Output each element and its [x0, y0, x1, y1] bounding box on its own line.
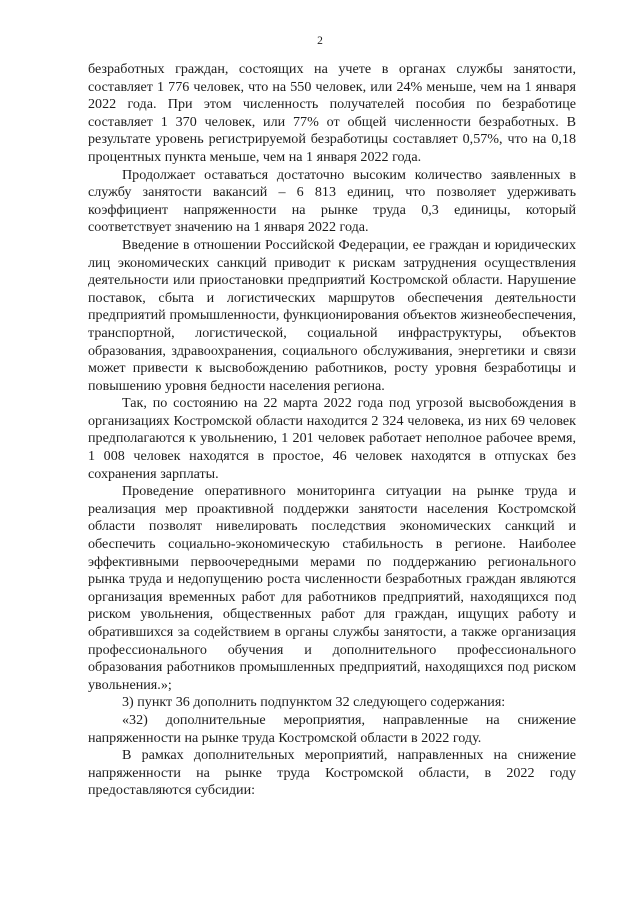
paragraph-release-threat: Так, по состоянию на 22 марта 2022 года под угрозой высвобождения в организациях Костромской области находится 2 324 человека, из них 69 человек предполагаются к увольнению, 1 201 человек работает неполное рабочее время, 1 008 человек находятся в простое, 46 человек находятся в отпусках без сохранения зарплаты. [88, 395, 576, 482]
paragraph-sanctions: Введение в отношении Российской Федерации, ее граждан и юридических лиц экономических санкций приводит к рискам затруднения осуществления деятельности или приостановки предприятий Костромской области. Нарушение поставок, сбыта и логистических маршрутов обеспечения деятельности предприятий промышленности, функционирования объектов жизнеобеспечения, транспортной, логистической, социальной инфраструктуры, объектов образования, здравоохранения, социального обслуживания, энергетики и связи может привести к высвобождению работников, росту уровня безработицы и повышению уровня бедности населения региона. [88, 236, 576, 394]
paragraph-vacancies: Продолжает оставаться достаточно высоким количество заявленных в службу занятости вакансий – 6 813 единиц, что позволяет удерживать коэффициент напряженности на рынке труда 0,3 единицы, который соответствует значению на 1 января 2022 года. [88, 166, 576, 236]
paragraph-subitem-32: «32) дополнительные мероприятия, направленные на снижение напряженности на рынке труда Костромской области в 2022 году. [88, 711, 576, 746]
document-body [88, 61, 576, 800]
paragraph-unemployment-stats: безработных граждан, состоящих на учете в органах службы занятости, составляет 1 776 человек, что на 550 человек, или 24% меньше, чем на 1 января 2022 года. При этом численность получателей пособия по безработице составляет 1 370 человек, или 77% от общей численности безработных. В результате уровень регистрируемой безработицы составляет 0,57%, что на 0,18 процентных пункта меньше, чем на 1 января 2022 года. [88, 61, 576, 165]
page-number: 2 [317, 35, 323, 47]
paragraph-monitoring: Проведение оперативного мониторинга ситуации на рынке труда и реализация мер проактивной поддержки занятости населения Костромской области позволят нивелировать последствия экономических санкций и обеспечить социально-экономическую стабильность в регионе. Наиболее эффективными первоочередными мерами по поддержанию регионального рынка труда и недопущению роста численности безработных граждан являются организация временных работ для работников предприятий, находящихся под риском увольнения, общественных работ для граждан, ищущих работу и обратившихся за содействием в органы службы занятости, а также организация профессионального обучения и дополнительного профессионального образования работников промышленных предприятий, находящихся под риском увольнения.»; [88, 483, 576, 693]
paragraph-subsidies: В рамках дополнительных мероприятий, направленных на снижение напряженности на рынке труда Костромской области, в 2022 году предоставляются субсидии: [88, 747, 576, 799]
paragraph-amendment-item: 3) пункт 36 дополнить подпунктом 32 следующего содержания: [122, 694, 506, 711]
